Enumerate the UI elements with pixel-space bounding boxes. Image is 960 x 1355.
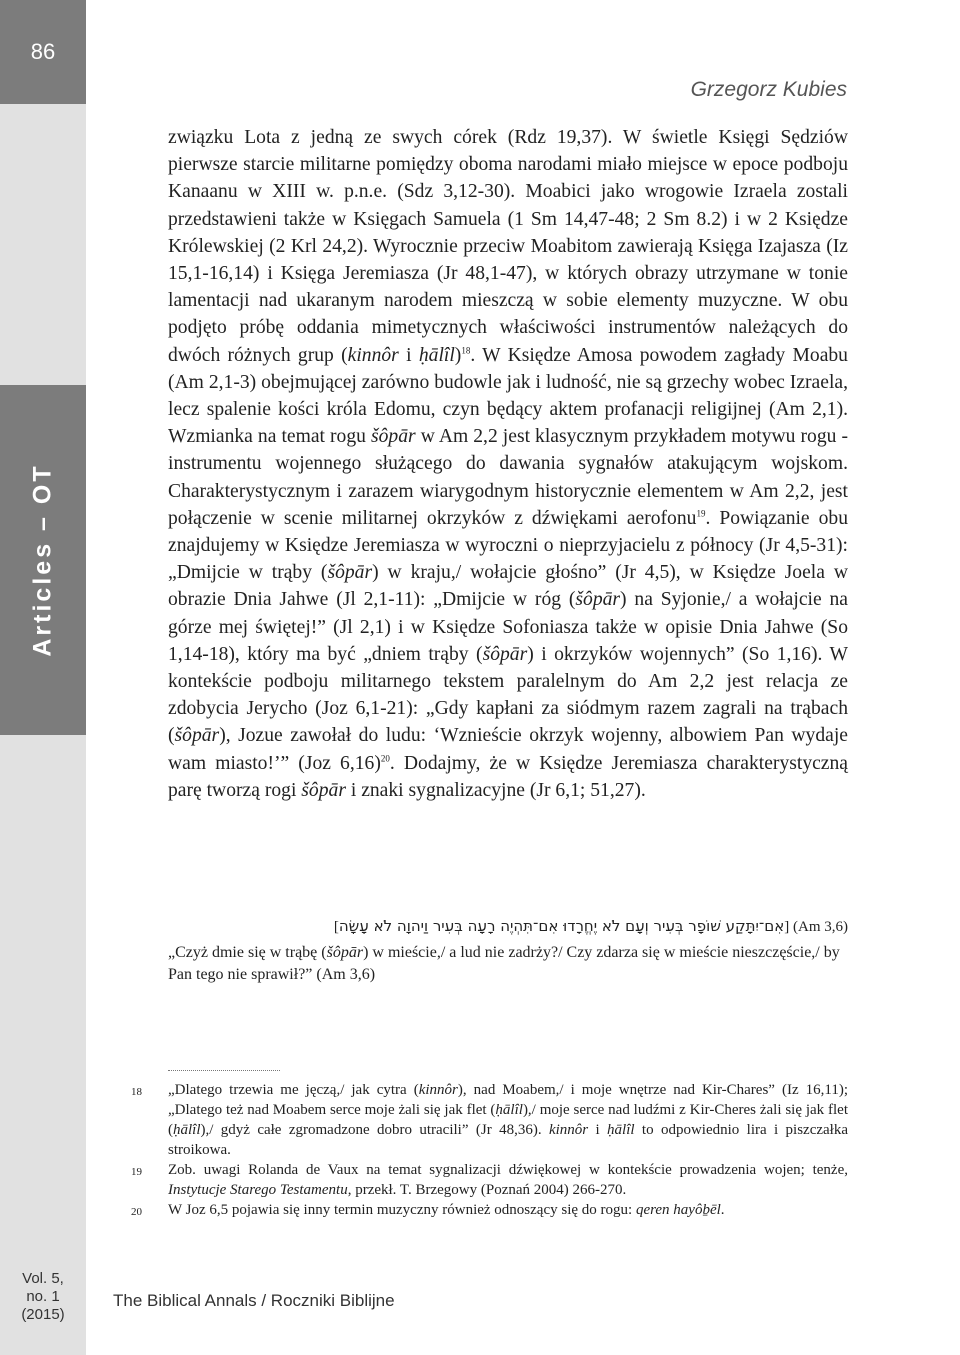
section-label: Articles – OT	[28, 463, 57, 657]
term-halil: ḥālîl	[495, 1102, 523, 1118]
fn-segment: Zob. uwagi Rolanda de Vaux na temat sygnalizacji dźwiękowej w kontekście prowadzenia wojen; tenże,	[168, 1162, 848, 1178]
running-head-author: Grzegorz Kubies	[690, 78, 847, 101]
term-halil: ḥālîl	[607, 1122, 635, 1138]
fn-segment: „Dlatego trzewia me jęczą,/ jak cytra (	[168, 1082, 419, 1098]
footnote-number: 18	[131, 1086, 142, 1098]
fn-segment: ),/ gdyż całe zgromadzone dobro utracili” (Jr 48,36).	[200, 1122, 549, 1138]
bracket: ]	[784, 919, 790, 935]
body-paragraph	[168, 124, 848, 804]
hebrew-reference: (Am 3,6)	[789, 919, 848, 935]
hebrew-quote	[168, 915, 848, 938]
term-shofar: šôpār	[174, 725, 220, 747]
issue-line: no. 1	[26, 1288, 60, 1305]
footnote-ref-19[interactable]: 19	[696, 508, 706, 519]
term-shofar: šôpār	[326, 944, 364, 961]
footnote-number: 20	[131, 1206, 142, 1218]
polish-translation	[168, 942, 848, 986]
body-text-segment: )	[454, 344, 462, 366]
body-text-segment: ) w kraju,/ wołajcie głośno” (Jr 4,5), w Księdze Joela w obrazie Dnia Jahwe (Jl 2,1-11): „Dmijcie w róg (	[168, 562, 848, 611]
footnote-ref-18[interactable]: 18	[461, 345, 471, 356]
footnote-text	[168, 1080, 848, 1160]
journal-name: The Biblical Annals / Roczniki Biblijne	[113, 1291, 395, 1310]
fn-segment: to odpowiednio lira i piszczałka stroikowa.	[168, 1122, 849, 1158]
term-halil: ḥālîl	[418, 344, 455, 366]
hebrew-text: אִם־יִתָּקַע שׁוֹפָר בְּעִיר וְעָם לֹא יֶחֱרָדוּ אִם־תִּהְיֶה רָעָה בְּעִיר וַיהוָה לֹא עָשָׂה	[338, 917, 785, 935]
footnote-text	[168, 1160, 848, 1200]
volume-line: Vol. 5,	[22, 1270, 64, 1287]
page-number: 86	[0, 0, 86, 104]
fn-segment: .	[720, 1202, 725, 1218]
volume-info	[0, 1270, 86, 1324]
term-shofar: šôpār	[575, 589, 621, 611]
term-kinnor: kinnôr	[347, 344, 399, 366]
term-qeren: qeren hayôḇēl	[635, 1202, 721, 1218]
footnote-number: 19	[131, 1166, 142, 1178]
quote-segment: „Czyż dmie się w trąbę (	[168, 944, 327, 961]
block-quote	[168, 915, 848, 986]
footnotes	[131, 1080, 848, 1222]
body-text-segment: i znaki sygnalizacyjne (Jr 6,1; 51,27).	[345, 779, 646, 801]
body-text-segment: . W Księdze Amosa powodem zagłady Moabu (Am 2,1-3) obejmującej zarówno budowle jak i ludność, nie są grzechy wobec Izraela, lecz spalenie kości króla Edomu, czyn będący aktem profanacji religijnej (Am 2,1). Wzmianka na temat rogu	[168, 344, 848, 448]
footnote-ref-20[interactable]: 20	[380, 753, 390, 764]
term-shofar: šôpār	[301, 779, 346, 801]
fn-segment: ), nad Moabem,/ i moje wnętrze nad Kir-Chares” (Iz 16,11); „Dlatego też nad Moabem serce moje żali się jak flet (	[168, 1082, 848, 1118]
footnote-text	[168, 1200, 848, 1222]
fn-segment: i	[588, 1122, 608, 1138]
footnote-separator	[168, 1070, 280, 1071]
year-line: (2015)	[21, 1306, 65, 1323]
term-halil: ḥālîl	[173, 1122, 201, 1138]
body-text-segment: w Am 2,2 jest klasycznym przykładem motywu rogu - instrumentu wojennego służącego do dawania sygnałów atakującym wojskom. Charakterystycznym i zarazem wiarygodnym historycznie elementem w Am 2,2, jest połączenie w scenie militarnej okrzyków z dźwiękami aerofonu	[168, 426, 848, 529]
quote-segment: ) w mieście,/ a lud nie zadrży?/ Czy zdarza się w mieście nieszczęście,/ by Pan tego nie sprawił?” (Am 3,6)	[168, 944, 840, 983]
fn-segment: W Joz 6,5 pojawia się inny termin muzyczny również odnoszący się do rogu:	[168, 1202, 636, 1218]
term-kinnor: kinnôr	[548, 1122, 589, 1138]
term-shofar: šôpār	[482, 643, 528, 665]
body-text-segment: ), Jozue zawołał do ludu: ‘Wznieście okrzyk wojenny, albowiem Pan wydaje wam miasto!’” (Joz 6,16)	[168, 725, 848, 774]
footnote-19	[131, 1160, 848, 1200]
body-text-segment: i	[398, 344, 419, 366]
term-shofar: šôpār	[371, 426, 416, 448]
body-text-segment: ) i okrzyków wojennych” (So 1,16). W kontekście podboju militarnego tekstem paralelnym do Am 2,2 jest relacja ze zdobycia Jerycho (Joz 6,1-21): „Gdy kapłani za siódmym razem zagrali na trąbach (	[168, 643, 848, 747]
term-kinnor: kinnôr	[418, 1082, 458, 1098]
fn-segment: ),/ moje serce nad ludźmi z Kir-Cheres żali się jak flet (	[168, 1102, 848, 1138]
body-text-segment: ) na Syjonie,/ a wołajcie na górze mej świętej!” (Jl 2,1) i w Księdze Sofoniasza także w opisie Dnia Jahwe (So 1,14-18), który ma być „dniem trąby (	[168, 589, 848, 665]
footnote-18	[131, 1080, 848, 1160]
body-text-segment: . Powiązanie obu znajdujemy w Księdze Jeremiasza w wyroczni o nieprzyjacielu z północy (Jr 4,5-31): „Dmijcie w trąby (	[168, 507, 848, 584]
fn-segment: , przekł. T. Brzegowy (Poznań 2004) 266-270.	[347, 1182, 627, 1198]
body-text-segment: . Dodajmy, że w Księdze Jeremiasza charakterystyczną parę tworzą rogi	[168, 752, 848, 801]
bracket: [	[333, 919, 339, 935]
book-title: Instytucje Starego Testamentu	[168, 1182, 348, 1198]
body-text-segment: związku Lota z jedną ze swych córek (Rdz 19,37). W świetle Księgi Sędziów pierwsze starcie militarne pomiędzy oboma narodami miało miejsce w epoce podboju Kanaanu w XIII w. p.n.e. (Sdz 3,12-30). Moabici jako wrogowie Izraela zostali przedstawieni także w Księgach Samuela (1 Sm 14,47-48; 2 Sm 8.2) i w 2 Księdze Królewskiej (2 Krl 24,2). Wyrocznie przeciw Moabitom zawierają Księga Izajasza (Iz 15,1-16,14) i Księga Jeremiasza (Jr 48,1-47), w których obrazy utrzymane w tonie lamentacji nad ukaranym narodem mieszczą w sobie elementy muzyczne. W obu podjęto próbę oddania mimetycznych właściwości instrumentów należących do dwóch różnych grup (	[168, 127, 848, 366]
term-shofar: šôpār	[327, 562, 373, 584]
footnote-20	[131, 1200, 848, 1222]
